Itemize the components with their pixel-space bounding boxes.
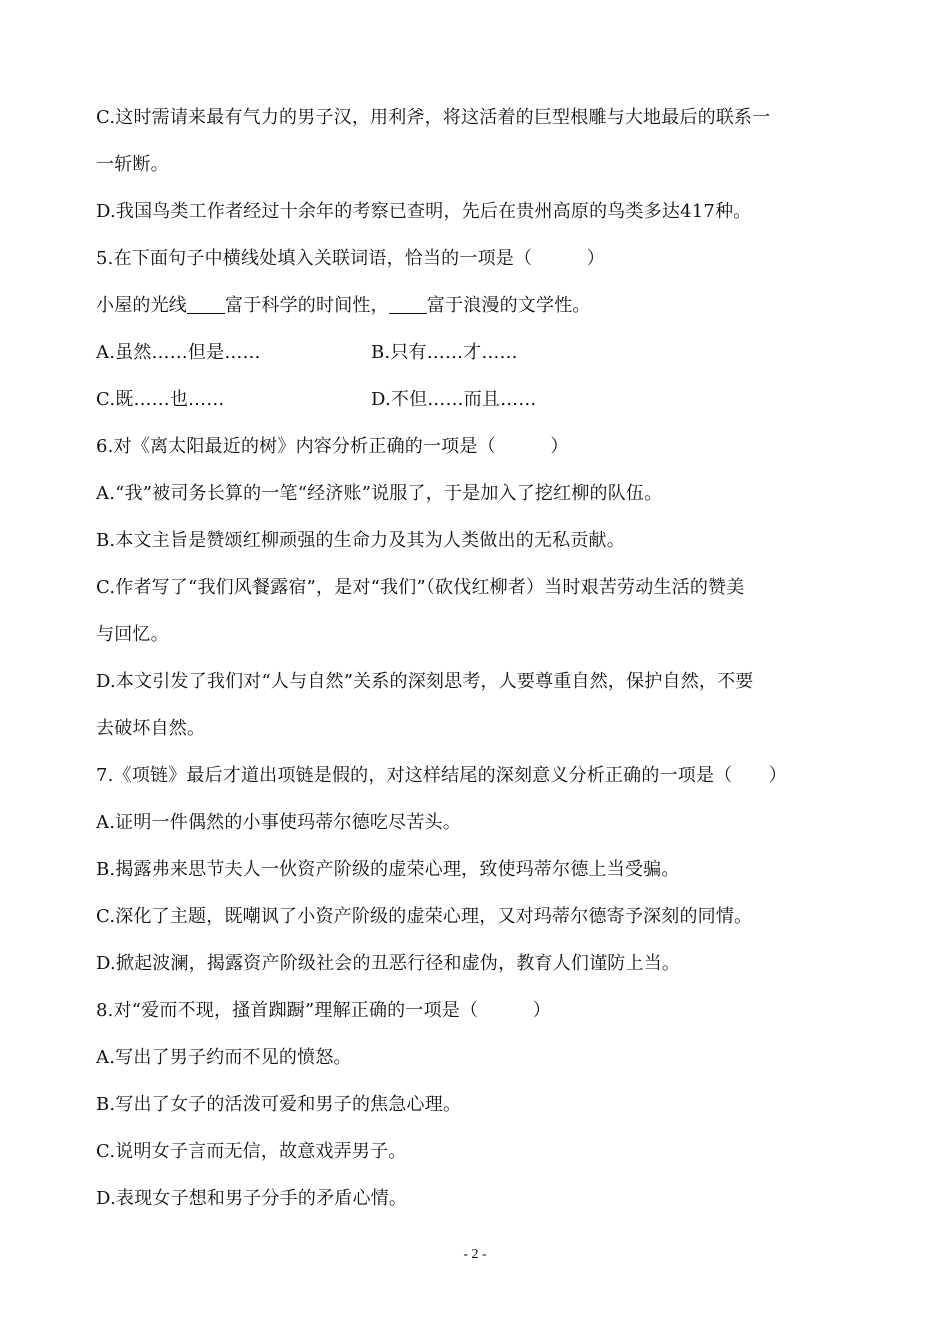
q5-options-row-2 bbox=[96, 376, 860, 423]
q7-option-b: B.揭露弗来思节夫人一伙资产阶级的虚荣心理，致使玛蒂尔德上当受骗。 bbox=[96, 859, 680, 880]
q8-option-d: D.表现女子想和男子分手的矛盾心情。 bbox=[96, 1188, 408, 1209]
question-5-sentence bbox=[96, 282, 860, 329]
q6-option-a: A.“我”被司务长算的一笔“经济账”说服了，于是加入了挖红柳的队伍。 bbox=[96, 483, 663, 504]
q8-option-b: B.写出了女子的活泼可爱和男子的焦急心理。 bbox=[96, 1094, 462, 1115]
q4-option-c-line2: 一斩断。 bbox=[96, 154, 169, 175]
q4-option-d: D.我国鸟类工作者经过十余年的考察已查明，先后在贵州高原的鸟类多达417种。 bbox=[96, 201, 752, 222]
q6-option-d-line2: 去破坏自然。 bbox=[96, 718, 206, 739]
q5-option-a: A.虽然……但是…… bbox=[96, 342, 261, 363]
q5-sentence-part3: 富于浪漫的文学性。 bbox=[426, 295, 591, 316]
question-8-stem: 8.对“爱而不现，搔首踟蹰”理解正确的一项是（ ） bbox=[96, 1000, 551, 1021]
q4-option-c-line1: C.这时需请来最有气力的男子汉，用利斧，将这活着的巨型根雕与大地最后的联系一 bbox=[96, 107, 771, 128]
q8-option-c: C.说明女子言而无信，故意戏弄男子。 bbox=[96, 1141, 407, 1162]
q6-option-c-line1: C.作者写了“我们风餐露宿”，是对“我们”（砍伐红柳者）当时艰苦劳动生活的赞美 bbox=[96, 577, 745, 598]
q6-option-b: B.本文主旨是赞颂红柳顽强的生命力及其为人类做出的无私贡献。 bbox=[96, 530, 625, 551]
q6-option-d-line1: D.本文引发了我们对“人与自然”关系的深刻思考，人要尊重自然，保护自然，不要 bbox=[96, 671, 754, 692]
q6-option-c-line2: 与回忆。 bbox=[96, 624, 169, 645]
q5-option-d: D.不但……而且…… bbox=[371, 389, 537, 410]
q5-sentence-part1: 小屋的光线 bbox=[96, 295, 187, 316]
q5-blank-1 bbox=[187, 293, 225, 314]
q5-blank-2 bbox=[389, 293, 427, 314]
question-6-stem: 6.对《离太阳最近的树》内容分析正确的一项是（ ） bbox=[96, 436, 569, 457]
exam-page-body bbox=[96, 94, 860, 1222]
q7-option-a: A.证明一件偶然的小事使玛蒂尔德吃尽苦头。 bbox=[96, 812, 461, 833]
q5-options-row-1 bbox=[96, 329, 860, 376]
q5-option-c: C.既……也…… bbox=[96, 389, 225, 410]
q5-sentence-part2: 富于科学的时间性， bbox=[225, 295, 389, 316]
q8-option-a: A.写出了男子约而不见的愤怒。 bbox=[96, 1047, 352, 1068]
q7-option-d: D.掀起波澜，揭露资产阶级社会的丑恶行径和虚伪，教育人们谨防上当。 bbox=[96, 953, 681, 974]
question-5-stem: 5.在下面句子中横线处填入关联词语，恰当的一项是（ ） bbox=[96, 248, 605, 269]
question-7-stem: 7.《项链》最后才道出项链是假的，对这样结尾的深刻意义分析正确的一项是（ ） bbox=[96, 765, 787, 786]
page-number: - 2 - bbox=[463, 1247, 487, 1262]
q5-option-b: B.只有……才…… bbox=[371, 342, 518, 363]
q7-option-c: C.深化了主题，既嘲讽了小资产阶级的虚荣心理，又对玛蒂尔德寄予深刻的同情。 bbox=[96, 906, 753, 927]
